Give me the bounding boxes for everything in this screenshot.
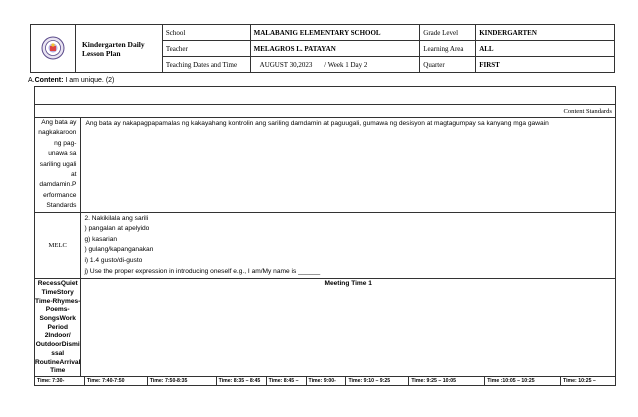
melc-label: MELC xyxy=(35,212,81,279)
melc-line: i) 1.4 gusto/di-gusto xyxy=(84,257,143,265)
ps-label-line: erformance xyxy=(43,191,77,199)
dates-value xyxy=(250,57,420,73)
time-cell: Time: 9:00- xyxy=(306,377,346,386)
schedule-label-line: Time xyxy=(50,367,66,375)
school-value: MALABANIG ELEMENTARY SCHOOL xyxy=(250,25,420,41)
schedule-label-line: 2Indoor/ xyxy=(44,332,71,340)
time-cell: Time: 7:50-8:35 xyxy=(147,377,216,386)
schedule-label-line: RoutineArrival xyxy=(35,358,81,366)
schedule-label-line: Period xyxy=(47,323,68,331)
time-cell: Time: 7:30- xyxy=(35,377,85,386)
seal-icon xyxy=(41,36,65,60)
ps-label-line: Standards xyxy=(46,202,77,210)
quarter-label: Quarter xyxy=(420,57,476,73)
document-title: Kindergarten Daily Lesson Plan xyxy=(75,25,162,73)
school-label: School xyxy=(162,25,250,41)
schedule-label-line: SongsWork xyxy=(39,315,76,323)
ps-label-line: sariling ugali xyxy=(39,160,77,168)
ps-label-line: damdamin.P xyxy=(39,181,77,189)
schedule-label xyxy=(35,279,81,377)
meeting-time-heading: Meeting Time 1 xyxy=(81,279,616,377)
teacher-value: MELAGROS L. PATAYAN xyxy=(250,41,420,57)
times-row xyxy=(34,376,616,386)
content-line xyxy=(28,77,114,84)
time-cell: Time :10:05 – 10:25 xyxy=(485,377,561,386)
dates-label: Teaching Dates and Time xyxy=(162,57,250,73)
teacher-label: Teacher xyxy=(162,41,250,57)
performance-standards-label xyxy=(35,118,81,213)
schedule-label-line: ssal xyxy=(51,349,65,357)
time-cell: Time: 8:45 – xyxy=(266,377,306,386)
melc-line: ) pangalan at apelyido xyxy=(84,225,150,233)
time-cell: Time: 9:25 – 10:05 xyxy=(409,377,485,386)
area-value: ALL xyxy=(476,41,615,57)
time-cell: Time: 9:10 – 9:25 xyxy=(346,377,409,386)
content-label: Content: xyxy=(34,77,64,84)
blank-row xyxy=(35,87,616,105)
ps-label-line: Ang bata ay xyxy=(41,119,77,126)
grade-value: KINDERGARTEN xyxy=(476,25,615,41)
schedule-label-line: TimeStory xyxy=(41,288,74,296)
schedule-label-line: Poems- xyxy=(45,306,70,314)
schedule-label-line: RecessQuiet xyxy=(37,280,78,288)
schedule-label-line: OutdoorDismi xyxy=(35,341,80,349)
time-cell: Time: 7:40-7:50 xyxy=(84,377,147,386)
time-cell: Time: 8:35 – 8:45 xyxy=(216,377,266,386)
quarter-value: FIRST xyxy=(476,57,615,73)
ps-label-line: ng pag- xyxy=(54,139,77,147)
melc-content xyxy=(81,212,616,279)
melc-line: g) kasarian xyxy=(84,235,118,243)
melc-line: 2. Nakikilala ang sarili xyxy=(84,214,149,222)
deped-seal-logo xyxy=(31,25,76,73)
time-cell: Time: 10:25 – xyxy=(561,377,616,386)
ps-label-line: at xyxy=(70,171,77,179)
lesson-table xyxy=(34,86,616,377)
week-value: / Week 1 Day 2 xyxy=(324,60,368,69)
header-table xyxy=(30,24,615,73)
schedule-label-line: Time-Rhymes- xyxy=(35,297,81,305)
grade-label: Grade Level xyxy=(420,25,476,41)
content-standards-heading: Content Standards xyxy=(35,105,616,118)
melc-line: ) gulang/kapanganakan xyxy=(84,246,154,254)
ps-label-line: nagkakaroon xyxy=(38,129,77,137)
melc-line: j) Use the proper expression in introducing oneself e.g., I am/My name is ______ xyxy=(84,267,321,275)
date-value: AUGUST 30,2023 xyxy=(259,60,313,69)
ps-label-line: unawa sa xyxy=(48,150,77,158)
content-prefix: A. xyxy=(28,77,35,84)
content-text: I am unique. (2) xyxy=(63,77,115,84)
performance-standards-text: Ang bata ay nakapagpapamalas ng kakayahang kontrolin ang sariling damdamin at paguugali, gumawa ng desisyon at magtagumpay sa kanyang mga gawain xyxy=(81,118,616,213)
area-label: Learning Area xyxy=(420,41,476,57)
